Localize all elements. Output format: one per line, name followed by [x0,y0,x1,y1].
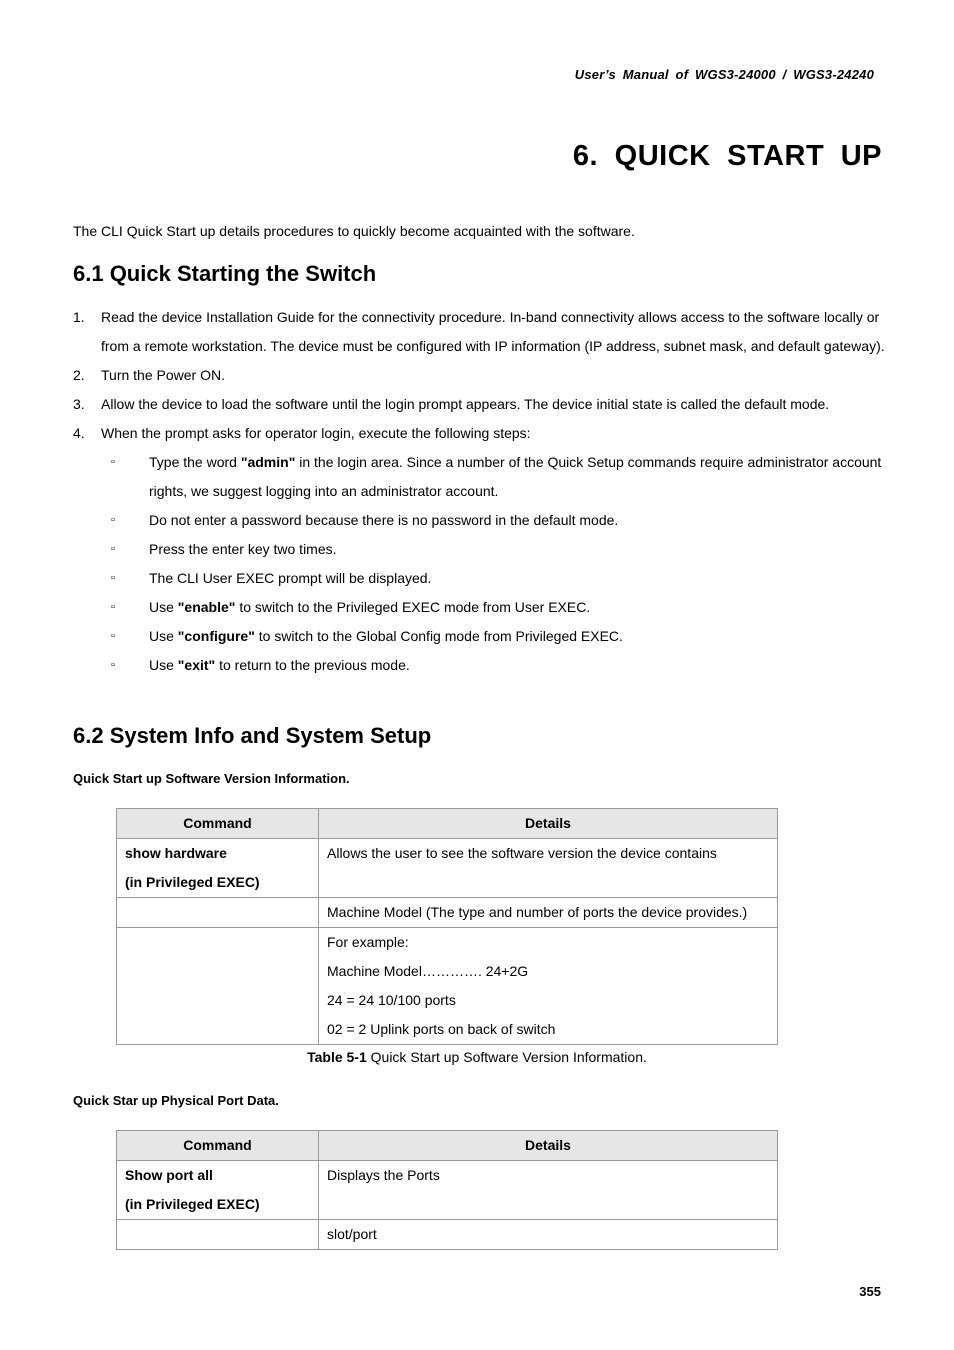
command-cell [117,839,319,898]
substeps-list [101,448,885,680]
list-item [101,448,885,506]
table-header-row [117,809,778,839]
details-cell [319,1161,778,1220]
substep-bold: "configure" [177,628,255,644]
table-row [117,839,778,898]
square-bullet-icon: ▫ [111,456,115,468]
section-heading-6-2: 6.2 System Info and System Setup [73,723,432,748]
substep-post: in the login area. Since a number of the Quick Setup commands require administrator account rights, we suggest logging into an administrator account. [149,454,882,499]
list-item [73,303,885,361]
square-bullet-icon: ▫ [111,601,115,613]
details-line: For example: [327,934,409,950]
square-bullet-icon: ▫ [111,630,115,642]
details-line: Allows the user to see the software version the device contains [327,845,717,861]
substep-pre: Use [149,657,178,673]
list-item [101,564,885,593]
substep-bold: "exit" [177,657,216,673]
substep-pre: Do not enter a password because there is no password in the default mode. [149,512,619,528]
step-text: When the prompt asks for operator login, execute the following steps: [101,425,531,441]
substep-post: to return to the previous mode. [215,657,410,673]
list-item [101,535,885,564]
list-item [73,390,885,419]
details-line: Machine Model…………. 24+2G [327,963,529,979]
table-header-row [117,1131,778,1161]
port-data-table [116,1130,778,1250]
caption-label: Table 5-1 [307,1049,367,1065]
table-row [117,898,778,928]
details-line: 02 = 2 Uplink ports on back of switch [327,1021,556,1037]
command-cell [117,898,319,928]
column-header-details: Details [319,1131,778,1161]
substep-bold: "admin" [240,454,296,470]
command-cell [117,928,319,1045]
substep-pre: Use [149,599,178,615]
details-line: 24 = 24 10/100 ports [327,992,456,1008]
substep-post: to switch to the Privileged EXEC mode from User EXEC. [235,599,591,615]
substep-pre: The CLI User EXEC prompt will be displayed. [149,570,432,586]
substep-bold: "enable" [177,599,236,615]
list-item [101,651,885,680]
list-item [73,361,885,390]
column-header-command: Command [117,809,319,839]
table1-caption [0,1049,954,1065]
command-line: Show port all [125,1167,213,1183]
steps-list [73,303,885,680]
details-line: Displays the Ports [327,1167,440,1183]
command-line: (in Privileged EXEC) [125,874,260,890]
step-number: 1. [73,309,85,325]
table-row [117,1161,778,1220]
section-heading-6-1: 6.1 Quick Starting the Switch [73,261,377,286]
details-cell [319,898,778,928]
table1-label: Quick Start up Software Version Information. [73,771,350,786]
command-line: (in Privileged EXEC) [125,1196,260,1212]
details-line: Machine Model (The type and number of ports the device provides.) [327,904,748,920]
column-header-command: Command [117,1131,319,1161]
software-version-table [116,808,778,1045]
caption-text: Quick Start up Software Version Information. [366,1049,647,1065]
chapter-title: 6. QUICK START UP [572,140,882,172]
list-item [101,506,885,535]
step-number: 2. [73,367,85,383]
column-header-details: Details [319,809,778,839]
details-cell [319,839,778,898]
command-cell [117,1220,319,1250]
step-text: Allow the device to load the software until the login prompt appears. The device initial state is called the default mode. [101,396,830,412]
step-text: Turn the Power ON. [101,367,225,383]
table-row [117,928,778,1045]
step-number: 4. [73,425,85,441]
details-cell [319,928,778,1045]
running-header: User’s Manual of WGS3-24000 / WGS3-24240 [574,67,874,82]
substep-pre: Use [149,628,178,644]
square-bullet-icon: ▫ [111,543,115,555]
substep-pre: Press the enter key two times. [149,541,337,557]
details-line: slot/port [327,1226,377,1242]
command-cell [117,1161,319,1220]
step-text: Read the device Installation Guide for the connectivity procedure. In-band connectivity allows access to the software locally or from a remote workstation. The device must be configured with IP information (IP address, subnet mask, and default gateway). [101,309,885,354]
details-cell [319,1220,778,1250]
table-row [117,1220,778,1250]
step-number: 3. [73,396,85,412]
substep-post: to switch to the Global Config mode from Privileged EXEC. [254,628,623,644]
list-item [73,419,885,680]
command-line: show hardware [125,845,227,861]
square-bullet-icon: ▫ [111,514,115,526]
table2-label: Quick Star up Physical Port Data. [73,1093,279,1108]
square-bullet-icon: ▫ [111,659,115,671]
list-item [101,622,885,651]
list-item [101,593,885,622]
square-bullet-icon: ▫ [111,572,115,584]
page-number: 355 [859,1284,881,1299]
substep-pre: Type the word [149,454,241,470]
intro-paragraph: The CLI Quick Start up details procedures to quickly become acquainted with the software. [73,223,635,239]
